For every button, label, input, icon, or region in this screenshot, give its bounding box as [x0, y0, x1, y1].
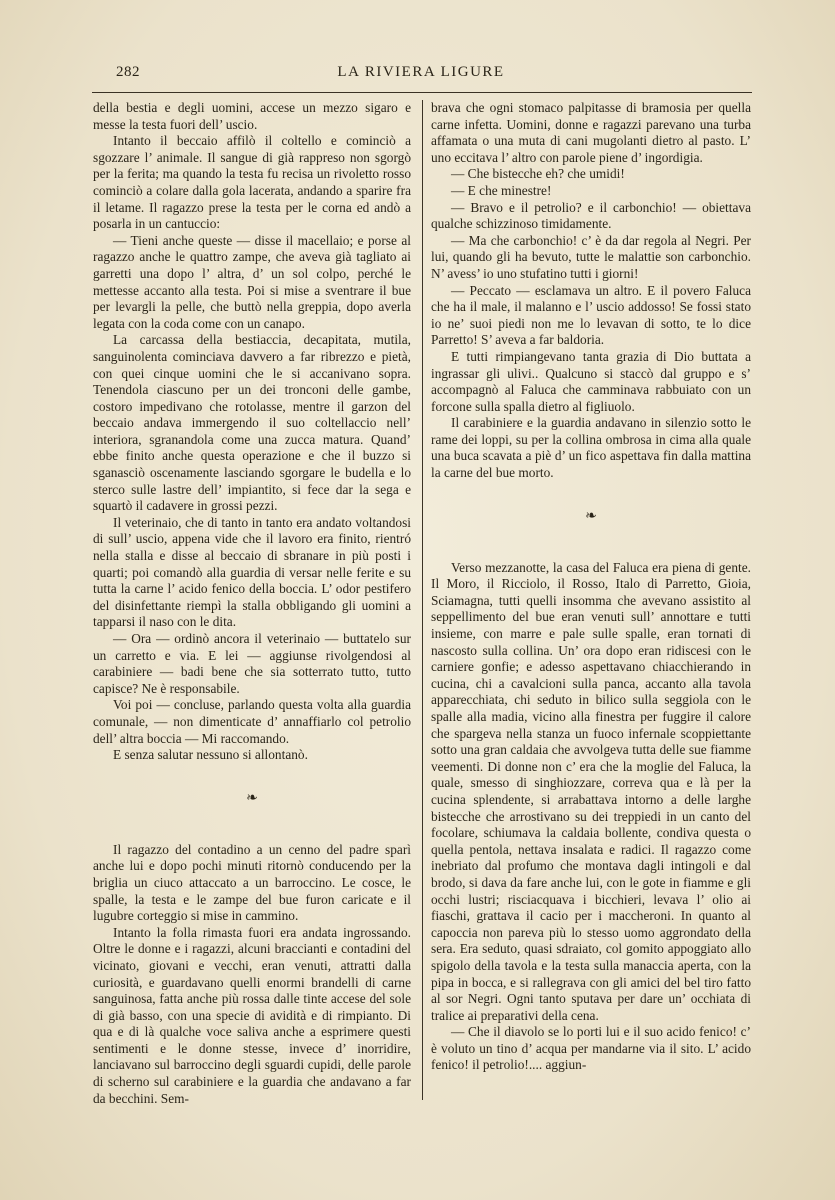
section-ornament: ❧	[585, 508, 597, 524]
paragraph: — Che il diavolo se lo porti lui e il suo acido fenico! c’ è voluto un tino d’ acqua per mandarne via il sito. L’ acido fenico! il petrolio!.... aggiun-	[431, 1024, 751, 1073]
paragraph: — Ora — ordinò ancora il veterinaio — buttatelo sur un carretto e via. E lei — aggiunse rivolgendosi al carabiniere — badi bene che sia sotterrato tutto, tutto capisce? Ne è responsabile.	[93, 631, 411, 696]
paragraph: — Ma che carbonchio! c’ è da dar regola al Negri. Per lui, quando gli ha bevuto, tutte le malattie son carbonchio. N’ avess’ io uno stufatino tutti i giorni!	[431, 232, 751, 281]
section-ornament: ❧	[246, 790, 258, 806]
paragraph: E tutti rimpiangevano tanta grazia di Dio buttata a ingrassar gli ulivi.. Qualcuno si staccò dal gruppo e s’ accompagnò al Faluca che camminava rabbuiato con un forcone sulla spalla dietro al figliuolo.	[431, 348, 751, 414]
paragraph: La carcassa della bestiaccia, decapitata, mutila, sanguinolenta cominciava davvero a far ribrezzo e pietà, con quei cinque uomini che le si accanivano sopra. Tenendola ciascuno per un dei tronconi delle gambe, costoro impedivano che rotolasse, mentre il garzon del beccaio andava immergendo il suo coltellaccio nell’ interiora, sgranandola come una zucca matura. Quand’ ebbe finito anche questa operazione e che il buzzo si sganasciò oscenamente lasciando sgorgare le budella e lo sterco sulle lastre dell’ impiantito, si fece dar la sega e squartò il cadavere in grossi pezzi.	[93, 332, 411, 514]
paragraph: della bestia e degli uomini, accese un mezzo sigaro e messe la testa fuori dell’ uscio.	[93, 100, 411, 132]
running-title: LA RIVIERA LIGURE	[337, 64, 505, 80]
right-column	[431, 100, 751, 1074]
header-rule	[92, 92, 752, 93]
paragraph: Intanto la folla rimasta fuori era andata ingrossando. Oltre le donne e i ragazzi, alcuni braccianti e contadini del vicinato, giovani e vecchi, eran venuti, attratti dalla curiosità, e guardavano quelli enormi brandelli di carne sanguinosa, fatta anche più rossa dalle tinte accese del sole di già basso, con una specie di avidità e di rimpianto. Di qua e di là qualche voce saliva anche a esprimere questi sentimenti e le donne stesse, invece d’ inorridire, lanciavano sul barroccino degli sguardi cupidi, delle parole di scherno sul carabiniere e la guardia che andavano a far da becchini. Sem-	[93, 924, 411, 1106]
paragraph: — E che minestre!	[451, 182, 552, 198]
paragraph: — Che bistecche eh? che umidi!	[451, 166, 625, 182]
paragraph: Voi poi — concluse, parlando questa volta alla guardia comunale, — non dimenticate d’ annaffiarlo col petrolio dell’ altra boccia — Mi raccomando.	[93, 697, 411, 746]
paragraph: Intanto il beccaio affilò il coltello e cominciò a sgozzare l’ animale. Il sangue di già rappreso non sgorgò per la ferita; ma quando la testa fu recisa un rivoletto rosso cominciò a colare dalla gola lacerata, andando a sparire fra il letame. Il ragazzo prese la testa per le corna ed andò a posarla in un cantuccio:	[93, 133, 411, 232]
left-column	[93, 100, 411, 1107]
paragraph: — Peccato — esclamava un altro. E il povero Faluca che ha il male, il malanno e l’ uscio addosso! Se fossi stato io ne’ suoi piedi non me lo levavan di sotto, te lo dice Parretto! S’ aveva a far baldoria.	[431, 282, 751, 348]
paragraph: brava che ogni stomaco palpitasse di bramosia per quella carne infetta. Uomini, donne e ragazzi parevano una turba affamata o una muta di cani mugolanti dietro al pasto. L’ uno eccitava l’ altro con parole piene d’ ingordigia.	[431, 100, 751, 165]
paragraph: Verso mezzanotte, la casa del Faluca era piena di gente. Il Moro, il Ricciolo, il Rosso, Italo di Parretto, Gioia, Sciamagna, tutti quelli insomma che avevano assistito al seppellimento del bue eran venuti sull’ annottare e tutti insieme, con marre e pale sulle spalle, eran tornati di nascosto sulla collina. Un’ ora dopo eran ridiscesi con le carniere gonfie; e adesso aspettavano chiacchierando in cucina, chi a cavalcioni sulla panca, accanto alla tavola apparecchiata, chi seduto in bilico sulla seggiola con le spalle alla madia, vicino alla finestra per fuggire il calore che spargeva nella stanza un fuoco infernale scoppiettante sotto una gran caldaia che avvolgeva tutta delle sue fiamme veementi. Di donne non c’ era che la moglie del Faluca, la quale, smesso di singhiozzare, correva qua e là per la cucina splendente, si arrabattava intorno a delle larghe bistecche che arrostivano su dei treppiedi in un canto del focolare, schiumava la caldaia bollente, condiva questa o quella pentola, nettava insalata e radici. Il ragazzo come inebriato dal profumo che montava dagli intingoli e dal brodo, si dava da fare anche lui, con le gote in fiamme e gli occhi lustri; risciacquava i bicchieri, levava l’ olio ai fiaschi, grattava il cacio per i maccheroni. In quanto al capoccia non pareva più lo stesso uomo aggrondato della sera. Era seduto, quasi sdraiato, col gomito appoggiato allo spigolo della tavola e la testa sulla manaccia aperta, con la pipa in bocca, e si rallegrava con gli amici del bel tiro fatto al sor Negri. Ogni tanto sputava per dare un’ occhiata di tralice ai preparativi della cena.	[431, 559, 751, 1023]
paragraph: — Tieni anche queste — disse il macellaio; e porse al ragazzo anche le quattro zampe, che aveva già tagliato ai garretti una dopo l’ altra, d’ un sol colpo, perché le mettesse accanto alla testa. Poi si mise a sventrare il bue per levargli la pelle, che buttò nella greppia, dopo averla legata con la coda come con un canapo.	[93, 232, 411, 331]
paragraph: E senza salutar nessuno si allontanò.	[113, 747, 308, 763]
paragraph: — Bravo e il petrolio? e il carbonchio! — obiettava qualche schizzinoso timidamente.	[431, 199, 751, 232]
paragraph: Il carabiniere e la guardia andavano in silenzio sotto le rame dei loppi, su per la collina ombrosa in cima alla quale una buca scavata a piè d’ un fico aspettava fin dalla mattina la carne del bue morto.	[431, 415, 751, 481]
page-number: 282	[116, 64, 140, 80]
paragraph: Il ragazzo del contadino a un cenno del padre sparì anche lui e dopo pochi minuti ritornò conducendo per la briglia un ciuco attaccato a un barroccino. Le cosce, le spalle, la testa e le zampe del bue furon caricate e il lugubre corteggio si mise in cammino.	[93, 841, 411, 924]
paragraph: Il veterinaio, che di tanto in tanto era andato voltandosi di sull’ uscio, appena vide che il lavoro era finito, rientró nella stalla e disse al beccaio di sbranare in più posti i quarti; poi comandò alla guardia di versar nelle ferite e su tutta la carne l’ acido fenico della boccia. L’ odor pestifero del disinfettante riempì la stalla obbligando gli uomini a tapparsi il naso con le dita.	[93, 514, 411, 630]
page-header	[88, 64, 754, 88]
column-divider	[422, 100, 423, 1100]
